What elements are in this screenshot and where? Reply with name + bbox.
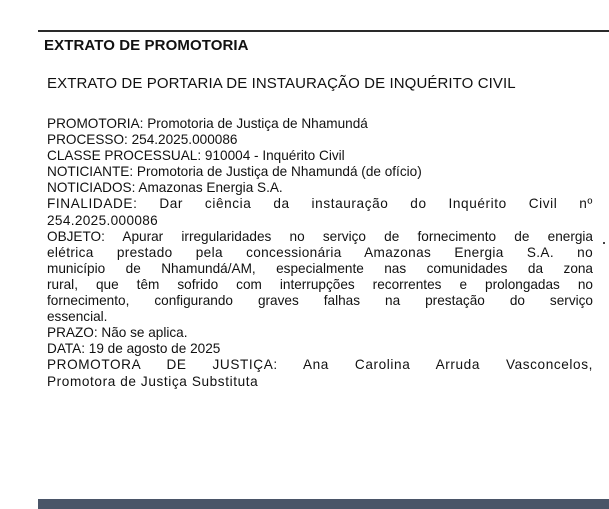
section-heading: EXTRATO DE PROMOTORIA <box>44 37 249 54</box>
field-finalidade-line-2: 254.2025.000086 <box>47 212 159 228</box>
field-objeto-line-5: fornecimento, configurando graves falhas na prestação do serviço <box>47 293 593 309</box>
field-processo: PROCESSO: 254.2025.000086 <box>47 132 238 148</box>
bottom-bar <box>38 499 609 509</box>
field-promotoria: PROMOTORIA: Promotoria de Justiça de Nhamundá <box>47 116 368 131</box>
field-classe-processual: CLASSE PROCESSUAL: 910004 - Inquérito Civil <box>47 148 345 164</box>
field-objeto-line-2: elétrica prestado pela concessionária Amazonas Energia S.A. no <box>47 244 593 260</box>
field-prazo: PRAZO: Não se aplica. <box>47 325 188 341</box>
field-finalidade-line-1: FINALIDADE: Dar ciência da instauração do Inquérito Civil nº <box>47 196 593 212</box>
field-data: DATA: 19 de agosto de 2025 <box>47 341 221 357</box>
field-promotora-line-2: Promotora de Justiça Substituta <box>47 373 259 389</box>
field-objeto-line-6: essencial. <box>47 309 108 325</box>
field-objeto-line-3: município de Nhamundá/AM, especialmente nas comunidades da zona <box>47 260 593 276</box>
extract-body <box>47 116 593 390</box>
field-promotora-line-1: PROMOTORA DE JUSTIÇA: Ana Carolina Arruda Vasconcelos, <box>47 357 593 373</box>
top-rule <box>38 30 609 32</box>
field-objeto-line-1: OBJETO: Apurar irregularidades no serviço de fornecimento de energia <box>47 228 593 244</box>
page-edge-mark <box>603 242 605 244</box>
field-noticiante: NOTICIANTE: Promotoria de Justiça de Nhamundá (de ofício) <box>47 164 422 180</box>
field-noticiados: NOTICIADOS: Amazonas Energia S.A. <box>47 180 283 196</box>
field-objeto-line-4: rural, que têm sofrido com interrupções recorrentes e prolongadas no <box>47 276 593 292</box>
document-subtitle: EXTRATO DE PORTARIA DE INSTAURAÇÃO DE INQUÉRITO CIVIL <box>47 75 516 92</box>
